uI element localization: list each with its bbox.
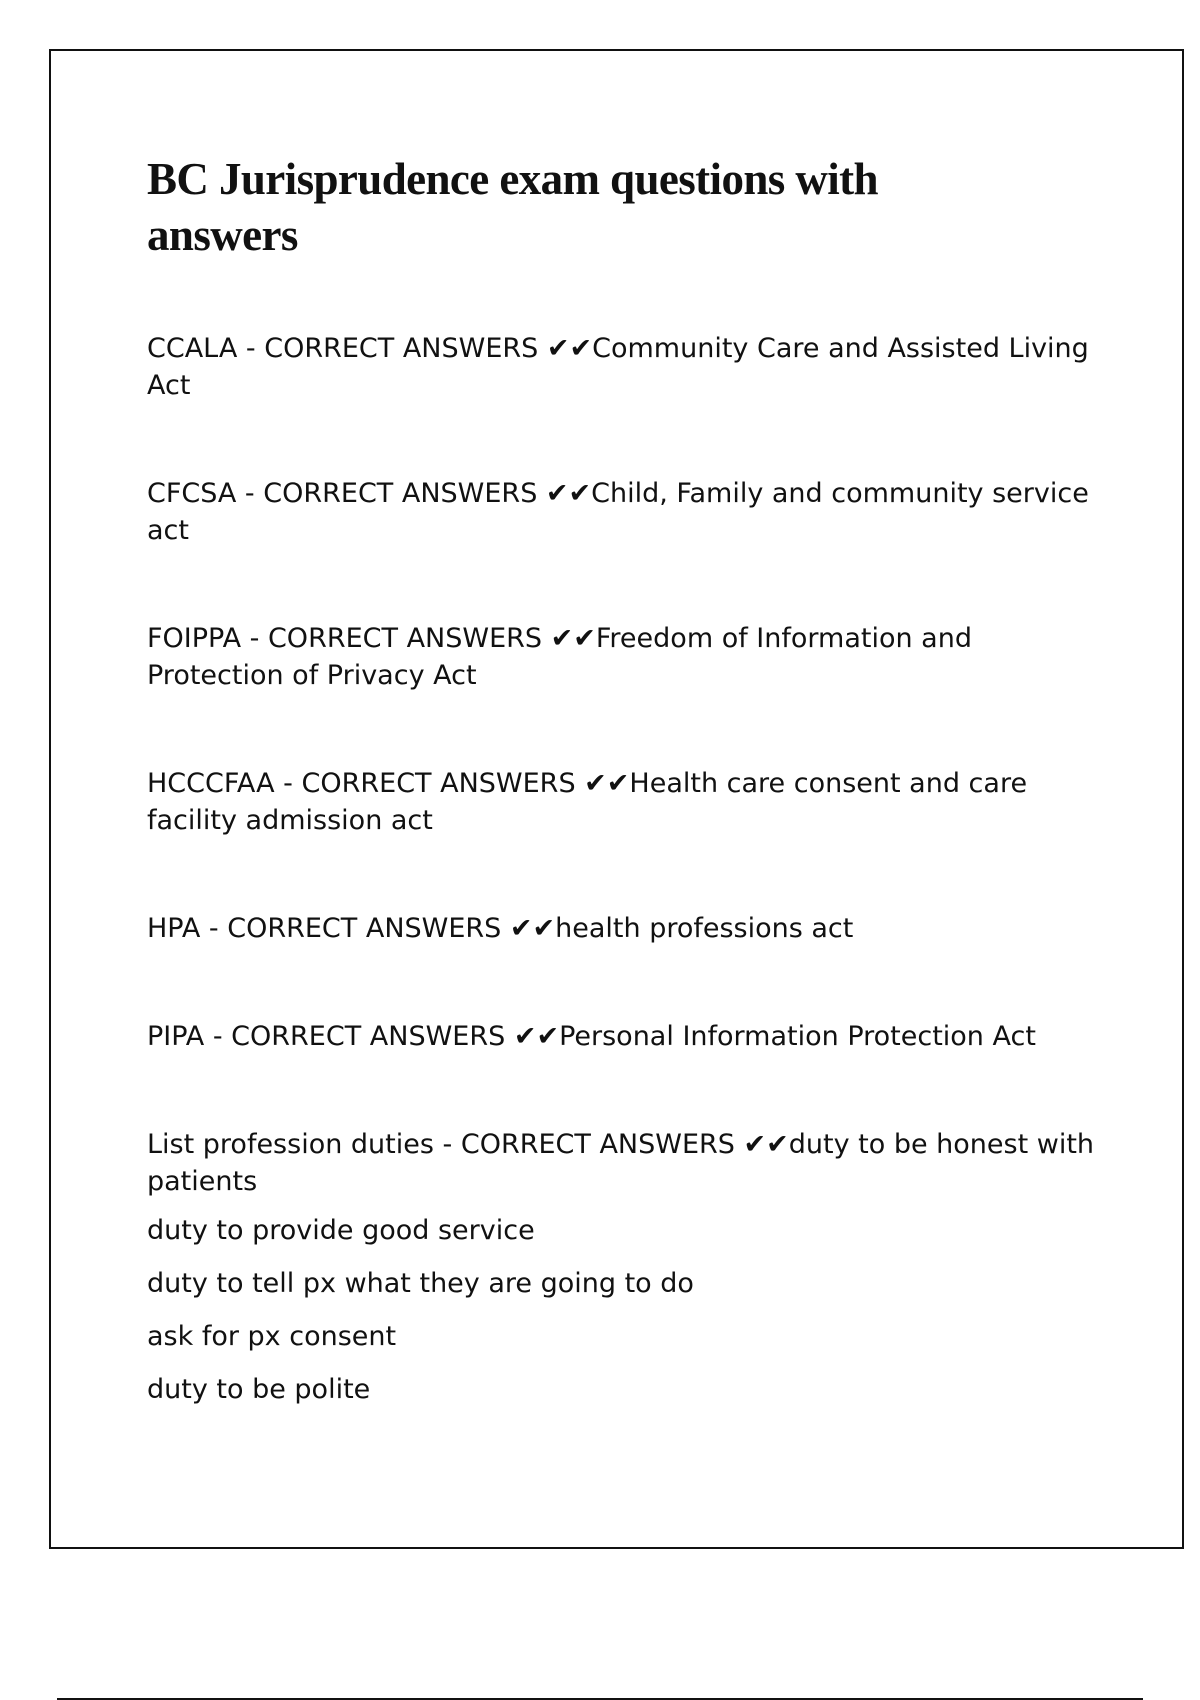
duty-line: duty to be polite: [147, 1374, 371, 1405]
document-content: [147, 151, 1137, 1424]
entry-pipa: PIPA - CORRECT ANSWERS ✔✔Personal Information Protection Act: [147, 1021, 1036, 1052]
entry-cfcsa: CFCSA - CORRECT ANSWERS ✔✔Child, Family and community service act: [147, 478, 1089, 546]
entry-hpa: HPA - CORRECT ANSWERS ✔✔health professions act: [147, 913, 854, 944]
duty-line: ask for px consent: [147, 1321, 397, 1352]
document-title: BC Jurisprudence exam questions with answers: [147, 154, 878, 260]
entry-foippa: FOIPPA - CORRECT ANSWERS ✔✔Freedom of Information and Protection of Privacy Act: [147, 623, 972, 691]
page-frame: [49, 49, 1184, 1549]
entry-hcccfaa: HCCCFAA - CORRECT ANSWERS ✔✔Health care consent and care facility admission act: [147, 768, 1028, 836]
entry-ccala: CCALA - CORRECT ANSWERS ✔✔Community Care and Assisted Living Act: [147, 333, 1089, 401]
duty-line: duty to tell px what they are going to do: [147, 1268, 694, 1299]
duty-line: duty to provide good service: [147, 1215, 535, 1246]
entry-profession-duties: List profession duties - CORRECT ANSWERS ✔✔duty to be honest with patients: [147, 1129, 1095, 1197]
